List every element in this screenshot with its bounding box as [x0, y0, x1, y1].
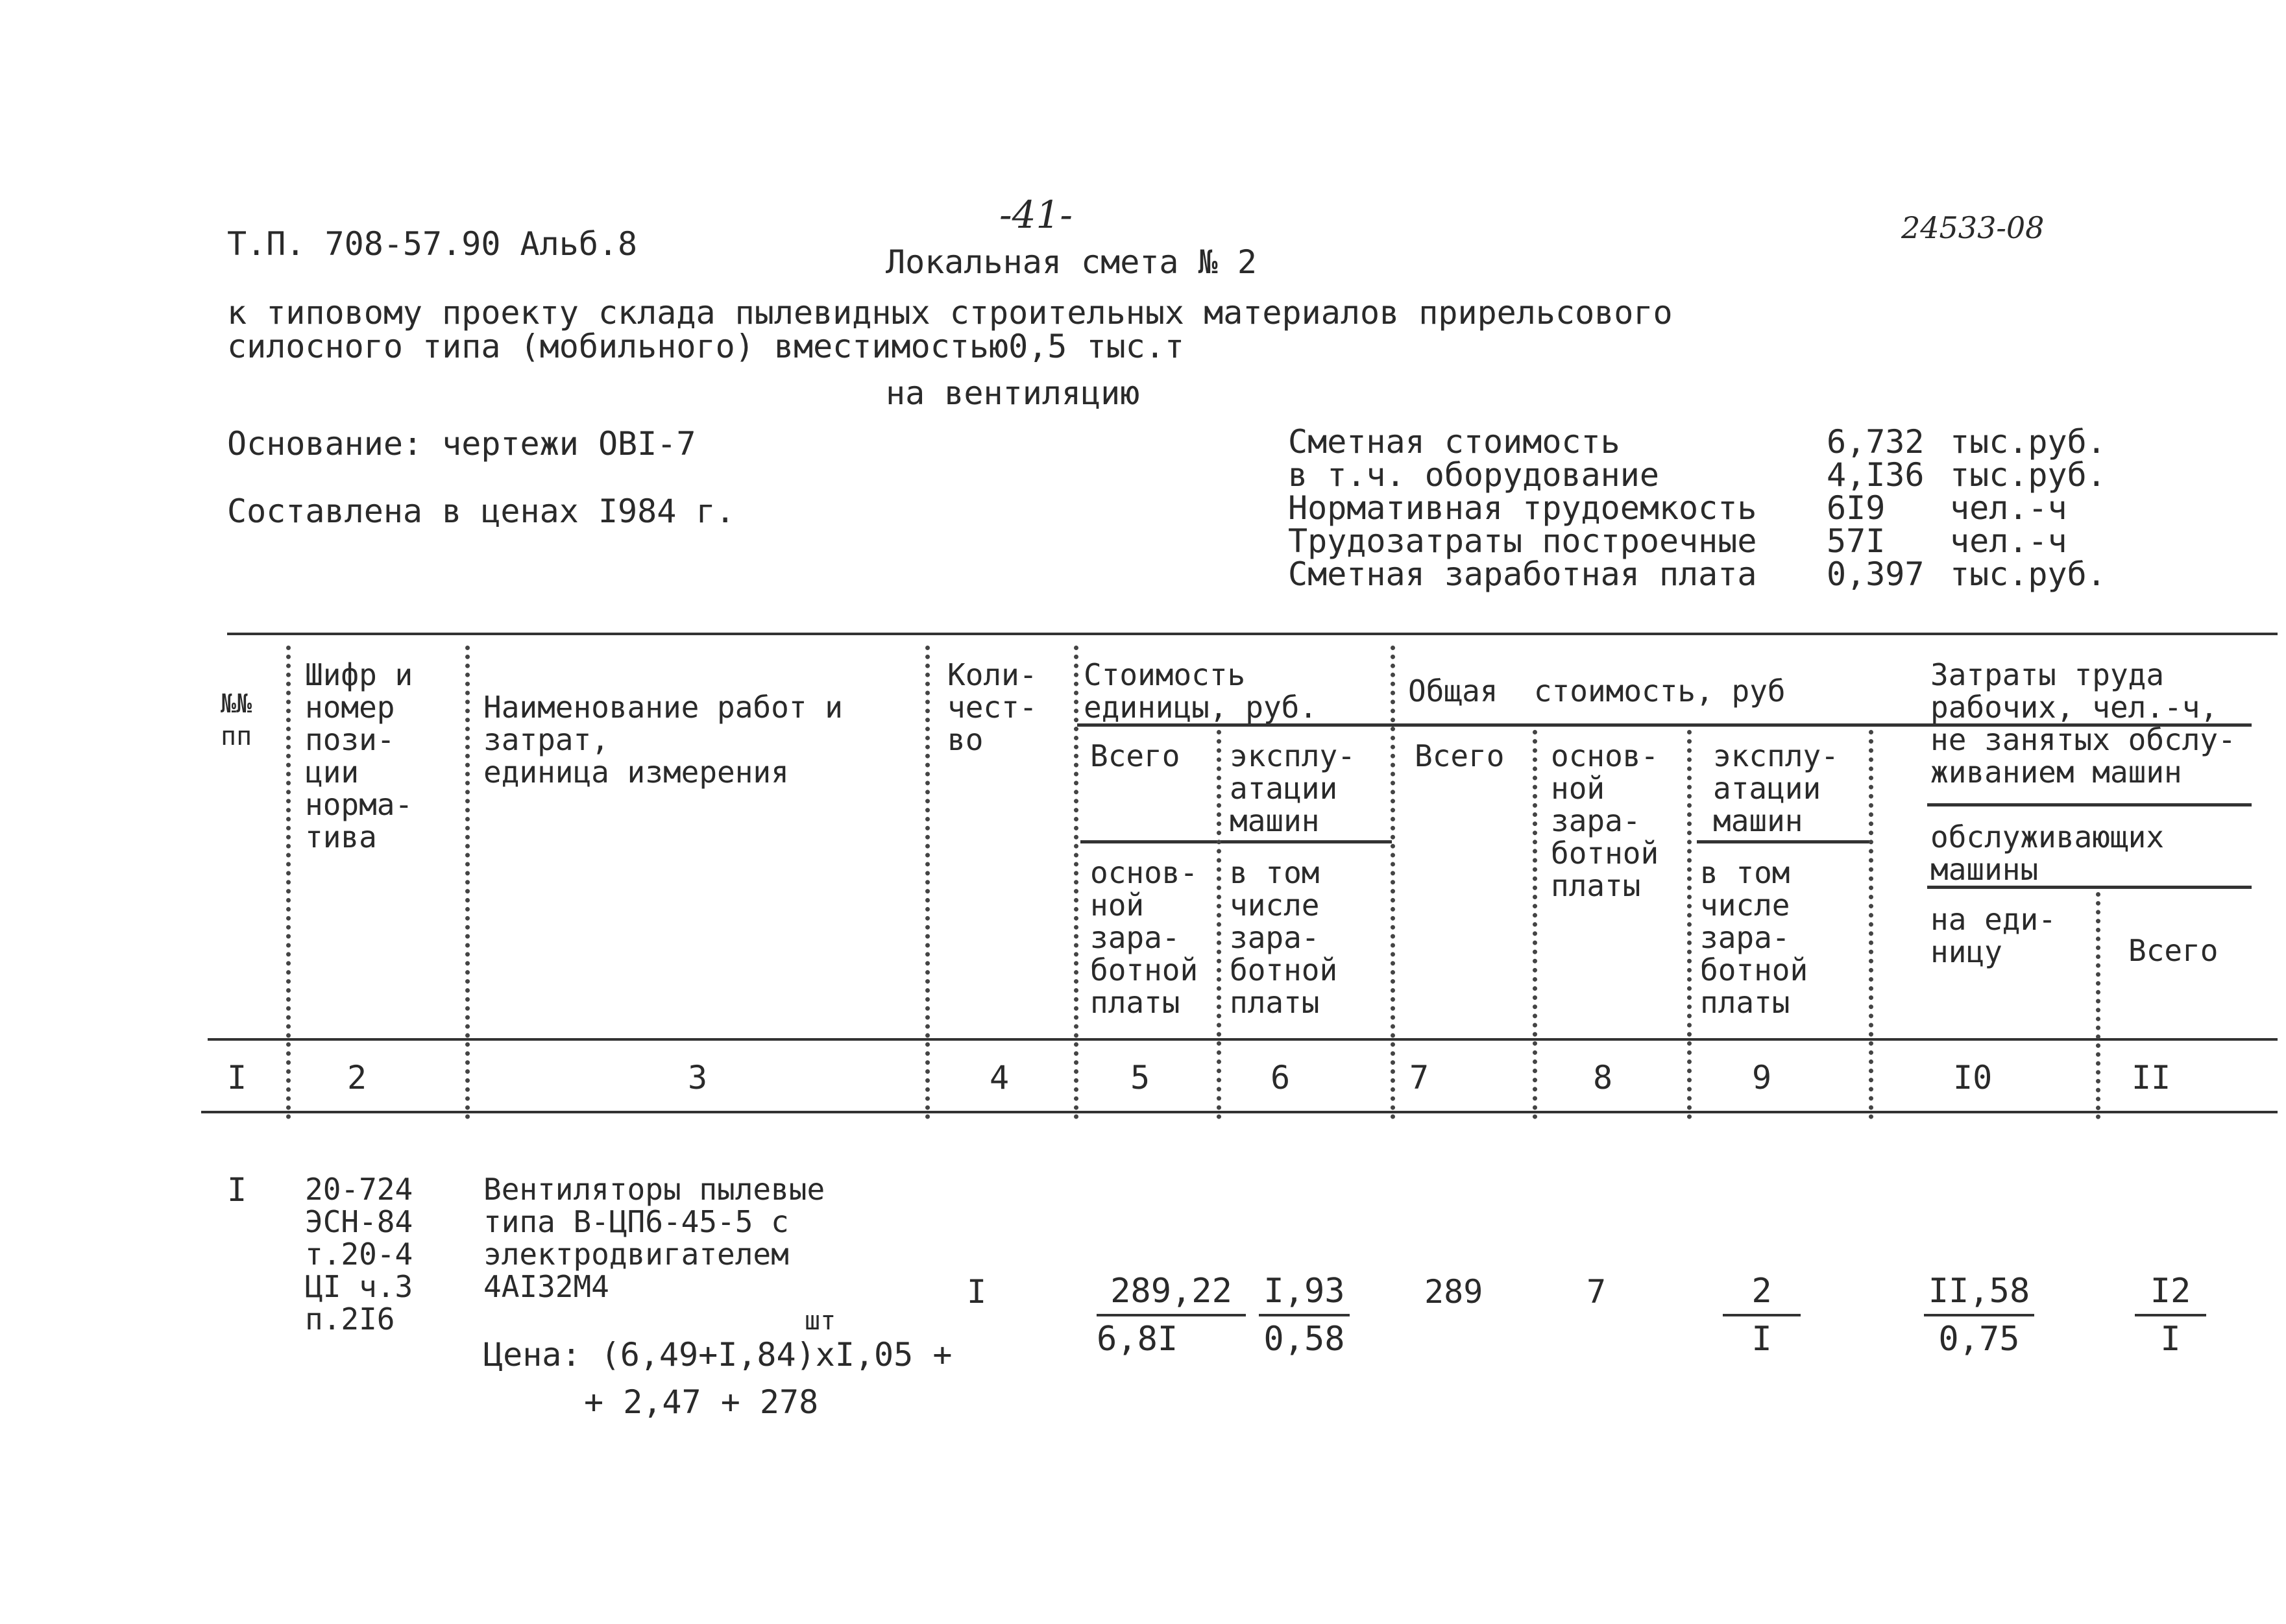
total-incl-wage: I: [1751, 1320, 1772, 1359]
labor-rule-1: [1927, 803, 2252, 806]
column-number: I: [227, 1059, 247, 1097]
summary-value: 57I: [1827, 522, 1886, 560]
row-name: Вентиляторы пылевые типа В-ЦП6-45-5 с электродвигателем 4AI32M4: [483, 1172, 825, 1304]
summary-unit: тыс.руб.: [1950, 456, 2106, 494]
column-divider: [1391, 646, 1395, 1119]
header-unit-cost: Стоимость единицы, руб.: [1084, 657, 1318, 725]
summary-label: в т.ч. оборудование: [1288, 456, 1659, 494]
unit-cost-sub-rule: [1080, 840, 1392, 843]
header-quantity: Коли- чест- во: [947, 657, 1038, 757]
column-divider: [1217, 730, 1221, 1119]
total-base-wage: 7: [1587, 1273, 1607, 1311]
summary-label: Нормативная трудоемкость: [1288, 489, 1757, 527]
header-total-all: Всего: [1415, 738, 1505, 773]
column-divider: [1074, 646, 1078, 1119]
row-unit: шт: [805, 1306, 836, 1336]
header-total-exploit: эксплу- атации машин: [1713, 738, 1839, 838]
total-exploit-rule: [1697, 840, 1872, 843]
basis: Основание: чертежи ОВI-7: [227, 425, 696, 463]
header-unit-incl-wage: в том числе зара- ботной платы: [1230, 855, 1338, 1020]
row-price-line-1: Цена: (6,49+I,84)хI,05 +: [483, 1336, 953, 1374]
column-divider: [286, 646, 291, 1119]
document-title: Локальная смета № 2: [886, 243, 1257, 281]
page-number: -41-: [999, 193, 1073, 237]
subtitle-line-2: силосного типа (мобильного) вместимостью0,5 тыс.т: [227, 328, 1185, 365]
unit-cost-total-cell: [1097, 1268, 1246, 1362]
header-name: Наименование работ и затрат, единица измерения: [483, 690, 843, 790]
unit-exploit: I,93: [1259, 1268, 1350, 1316]
labor-service-per-unit: 0,75: [1938, 1320, 2020, 1359]
summary-value: 4,I36: [1827, 456, 1925, 494]
header-row-number: №№ пп: [221, 689, 252, 751]
summary-label: Сметная заработная плата: [1288, 555, 1757, 593]
labor-service-total: I: [2160, 1320, 2181, 1359]
column-numbers-rule: [201, 1111, 2278, 1113]
labor-total: I2: [2135, 1268, 2206, 1316]
column-number: 8: [1593, 1059, 1613, 1097]
summary-label: Сметная стоимость: [1288, 423, 1620, 461]
doc-reference: Т.П. 708-57.90 Альб.8: [227, 225, 638, 263]
column-divider: [2096, 892, 2100, 1119]
row-number: I: [227, 1171, 247, 1209]
header-bottom-rule: [208, 1038, 2278, 1041]
column-number: I0: [1953, 1059, 1993, 1097]
unit-cost-total: 289,22: [1097, 1268, 1246, 1316]
labor-per-unit-cell: [1924, 1268, 2034, 1362]
header-labor-service: обслуживающих машины: [1930, 819, 2165, 887]
summary-unit: тыс.руб.: [1950, 423, 2106, 461]
summary-label: Трудозатраты построечные: [1288, 522, 1757, 560]
labor-total-cell: [2135, 1268, 2206, 1362]
column-divider: [1869, 730, 1873, 1119]
column-divider: [465, 646, 470, 1119]
row-quantity: I: [967, 1273, 987, 1311]
header-unit-exploit: эксплу- атации машин: [1230, 738, 1356, 838]
column-number: 4: [990, 1059, 1010, 1097]
total-cost: 289: [1424, 1273, 1483, 1311]
column-number: II: [2132, 1059, 2171, 1097]
summary-value: 0,397: [1827, 555, 1925, 593]
total-exploit-cell: [1723, 1268, 1801, 1362]
subtitle-line-1: к типовому проекту склада пылевидных строительных материалов прирельсового: [227, 294, 1673, 332]
column-number: 2: [347, 1059, 367, 1097]
header-labor-total: Всего: [2128, 933, 2219, 968]
subtitle-line-3: на вентиляцию: [886, 374, 1140, 412]
table-top-rule: [227, 633, 2278, 635]
header-labor-per-unit: на еди- ницу: [1930, 902, 2056, 969]
total-exploit: 2: [1723, 1268, 1801, 1316]
column-number: 6: [1271, 1059, 1291, 1097]
row-price-line-2: + 2,47 + 278: [584, 1383, 819, 1421]
column-divider: [1687, 730, 1692, 1119]
summary-value: 6I9: [1827, 489, 1886, 527]
summary-value: 6,732: [1827, 423, 1925, 461]
summary-unit: чел.-ч: [1950, 522, 2067, 560]
header-total-incl-wage: в том числе зара- ботной платы: [1700, 855, 1808, 1020]
summary-unit: тыс.руб.: [1950, 555, 2106, 593]
unit-exploit-cell: [1259, 1268, 1350, 1362]
row-code: 20-724 ЭСН-84 т.20-4 ЦI ч.3 п.2I6: [305, 1172, 413, 1337]
column-number: 3: [688, 1059, 708, 1097]
labor-per-unit: II,58: [1924, 1268, 2034, 1316]
column-divider: [1533, 730, 1537, 1119]
column-number: 7: [1409, 1059, 1429, 1097]
unit-incl-wage: 0,58: [1263, 1320, 1345, 1359]
price-basis: Составлена в ценах I984 г.: [227, 492, 735, 530]
column-number: 9: [1752, 1059, 1772, 1097]
header-code: Шифр и номер пози- ции норма- тива: [305, 657, 413, 854]
header-total-base-wage: основ- ной зара- ботной платы: [1551, 738, 1659, 903]
header-total-cost: Общая стоимость, руб: [1408, 673, 1786, 709]
header-unit-base-wage: основ- ной зара- ботной платы: [1090, 855, 1198, 1020]
column-number: 5: [1130, 1059, 1150, 1097]
unit-base-wage: 6,8I: [1097, 1320, 1178, 1359]
header-labor: Затраты труда рабочих, чел.-ч, не занятых обслу- живанием машин: [1930, 657, 2236, 790]
summary-unit: чел.-ч: [1950, 489, 2067, 527]
header-unit-total: Всего: [1090, 738, 1180, 773]
stamp-number: 24533-08: [1901, 210, 2045, 245]
column-divider: [925, 646, 930, 1119]
